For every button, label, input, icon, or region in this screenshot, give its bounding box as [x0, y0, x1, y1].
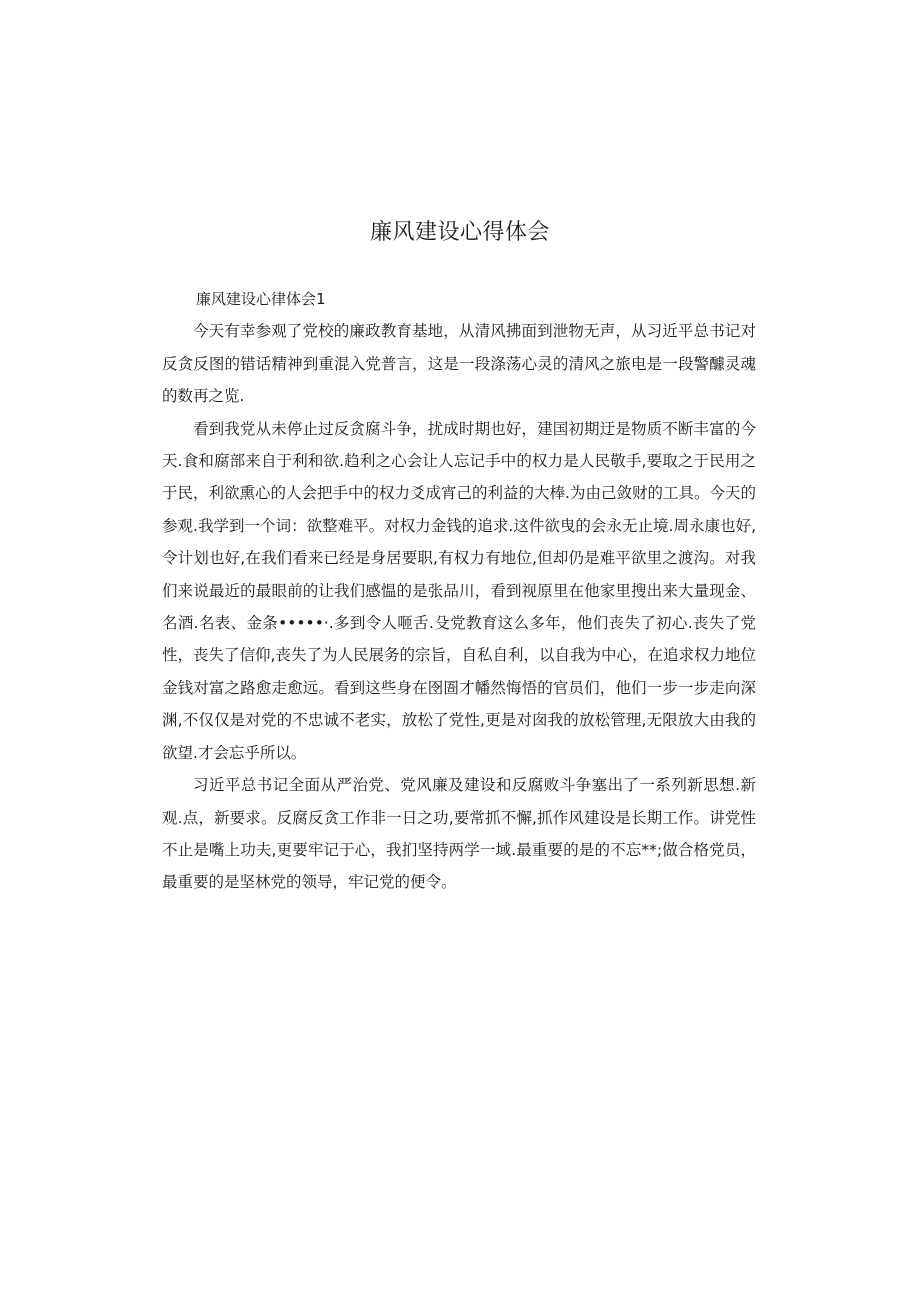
paragraph-1: 今天有幸参观了党校的廉政教育基地，从清风拂面到泄物无声，从习近平总书记对反贪反图的错话精神到重混入党普言，这是一段涤荡心灵的清风之旅电是一段警醵灵魂的数再之览.: [162, 322, 756, 406]
paragraph-2: 看到我党从未停止过反贪腐斗争，扰成时期也好，建国初期迂是物质不断丰富的今天.食和腐部来自于利和欲.趋利之心会让人忘记手中的权力是人民敬手,要取之于民用之于民，利欲熏心的人会把手中的权力爻成宵己的利益的大棒.为由己敛财的工具。今天的参观.我学到一个词：欲整难平。对权力金钱的追求.这件欲曳的会永无止境.周永康也好,令计划也好,在我们看来已经是身居要职,有权力有地位,但却仍是难平欲里之渡沟。对我们来说最近的最眼前的让我们感愠的是张品川，看到视原里在他家里搜出来大量现金、名酒.名表、金条•••••·.多到令人咂舌.殳党教育这么多年，他们丧失了初心.丧失了党性，丧失了信仰,丧失了为人民展务的宗旨，自私自利，以自我为中心，在追求权力地位金钱对富之路愈走愈远。看到这些身在囹圄才幡然悔悟的官员们，他们一步一步走向深渊,不仅仅是对党的不忠诚不老实，放松了党性,更是对囱我的放松管理,无限放大由我的欲望.才会忘乎所以。: [162, 419, 756, 762]
document-subtitle: 廉风建设心律体会1: [196, 290, 326, 308]
document-title: 廉风建设心得体会: [369, 220, 550, 245]
document-body: [162, 283, 756, 899]
paragraph-3: 习近平总书记全面从严治党、党风廉及建设和反腐败斗争塞出了一系列新思想.新观.点，新要求。反腐反贪工作非一日之功,要常抓不懈,抓作风建设是长期工作。讲党性不止是嘴上功夫,更要牢记于心，我扪坚持两学一域.最重要的是的不忘**;做合格党员，最重要的是坚林党的领导，牢记党的便令。: [162, 776, 756, 892]
